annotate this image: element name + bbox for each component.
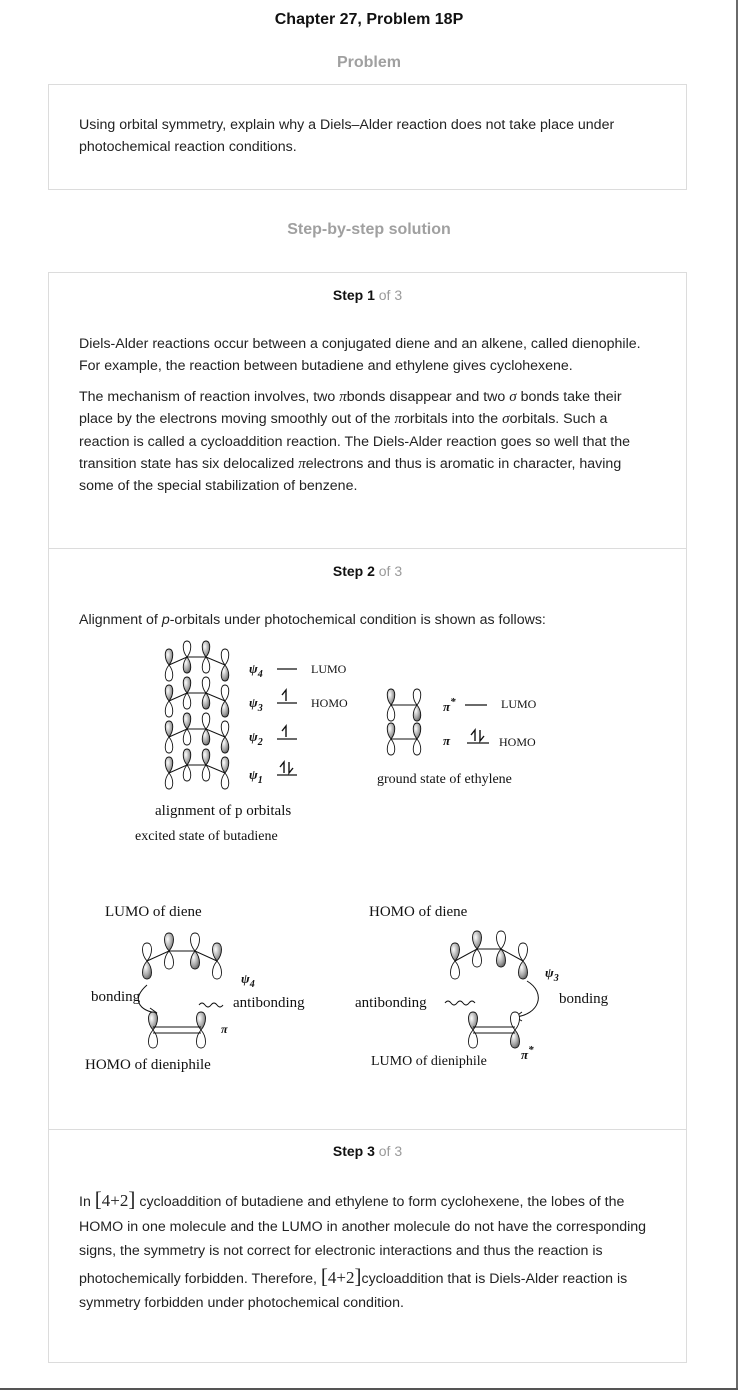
psi1-label: $\psi_1$ (249, 767, 263, 786)
step-2-intro (79, 609, 659, 631)
step-1-p2-e: orbitals. Such a reaction is called a cycloaddition reaction. The Diels-Alder reaction goes so well that the transition state has six delocalized (79, 411, 630, 473)
step-1-p2-a: The mechanism of reaction involves, two (79, 388, 336, 405)
right-pi-star-label: π* (521, 1044, 534, 1062)
ethylene-electron-arrows (471, 730, 484, 741)
step-1-label: Step 1 (332, 287, 375, 303)
ethylene-caption: ground state of ethylene (377, 772, 512, 787)
butadiene-psi2-orbitals (165, 713, 229, 753)
step-2-of: of 3 (378, 563, 403, 579)
step-2-header (49, 563, 686, 579)
butadiene-homo-label: HOMO (311, 696, 348, 710)
pi-star-label: π* (443, 696, 456, 714)
ethylene-pi-orbitals (387, 723, 421, 755)
right-bonding-label: bonding (559, 991, 609, 1007)
step-1-of: of 3 (378, 287, 403, 303)
sigma-symbol: σ (502, 411, 510, 428)
problem-text-line1: Using orbital symmetry, explain why a Diels–Alder reaction does not take place under (79, 117, 615, 133)
step-1-p2-f: electrons and thus is aromatic in character, having some of the special stabilization of benzene. (79, 456, 622, 495)
step-1-header (49, 287, 686, 303)
left-antibonding-label: antibonding (233, 995, 305, 1011)
right-antibonding-label: antibonding (355, 995, 427, 1011)
psi2-label: $\psi_2$ (249, 729, 263, 748)
step-3-math-1: 4+2 (101, 1191, 129, 1210)
pi-symbol: π (394, 411, 402, 428)
left-bonding-arrow (138, 985, 157, 1013)
right-dienophile-lumo-orbitals (469, 1012, 520, 1048)
left-psi-label: $\psi_4$ (241, 971, 255, 990)
problem-text-line2: photochemical reaction conditions. (79, 139, 297, 156)
step-1-p2-d: orbitals into the (401, 411, 499, 428)
right-psi-label: $\psi_3$ (545, 965, 559, 984)
homo-lumo-interaction-figure (49, 893, 686, 1083)
pi-symbol: π (298, 456, 306, 473)
butadiene-energy-levels (277, 669, 297, 775)
figure1-caption-excited: excited state of butadiene (135, 829, 278, 844)
step-3-math-2: 4+2 (327, 1267, 355, 1287)
step-1-paragraph-1: Diels-Alder reactions occur between a conjugated diene and an alkene, called dienophile. For example, the reaction between butadiene and ethylene gives cyclohexene. (79, 336, 641, 375)
step-1-p2-c: bonds take their place by the electrons moving smoothly out of the (79, 388, 622, 428)
left-wavy-line (199, 1003, 223, 1007)
problem-box (48, 84, 687, 190)
ethylene-homo-label: HOMO (499, 735, 536, 749)
orbital-alignment-figure (49, 633, 686, 851)
left-dienophile-homo-orbitals (149, 1012, 206, 1048)
psi4-label: $\psi_4$ (249, 661, 263, 680)
left-bottom-label: HOMO of dieniphile (85, 1057, 211, 1073)
step-divider (49, 1129, 686, 1130)
problem-heading: Problem (336, 54, 401, 71)
step-3-text-a: cycloaddition of butadiene and ethylene to form cyclohexene, the lobes of the HOMO in one molecule and the LUMO in another molecule do not have the corresponding signs, the symmetry is not correct for electronic interactions and thus the reaction is photochemically forbidden. Therefore, (79, 1194, 647, 1287)
pi-symbol: π (339, 388, 347, 405)
butadiene-psi1-orbitals (165, 749, 229, 789)
step-2-intro-b: -orbitals under photochemical condition is shown as follows: (169, 612, 546, 628)
solution-box (48, 272, 687, 1363)
left-top-label: LUMO of diene (105, 904, 202, 920)
right-bottom-label: LUMO of dieniphile (371, 1054, 487, 1069)
butadiene-psi3-orbitals (165, 677, 229, 717)
right-top-label: HOMO of diene (369, 904, 468, 920)
step-3-of: of 3 (378, 1143, 403, 1159)
step-3-in: In (79, 1194, 91, 1210)
psi3-label: $\psi_3$ (249, 695, 263, 714)
step-divider (49, 548, 686, 549)
step-3-header (49, 1143, 686, 1159)
psi-labels (249, 661, 263, 786)
butadiene-lumo-label: LUMO (311, 662, 347, 676)
page-title: Chapter 27, Problem 18P (274, 11, 464, 28)
sigma-symbol: σ (509, 388, 517, 405)
butadiene-psi4-orbitals (165, 641, 229, 681)
pi-label: π (443, 733, 451, 748)
step-2-intro-a: Alignment of (79, 612, 162, 628)
ethylene-pistar-orbitals (387, 689, 421, 721)
solution-heading: Step-by-step solution (287, 221, 451, 238)
right-wavy-line (445, 1001, 475, 1005)
step-3-text-b: cycloaddition that is Diels-Alder reaction is symmetry forbidden under photochemical condition. (79, 1270, 628, 1311)
ethylene-lumo-label: LUMO (501, 697, 537, 711)
step-3-body: In [4+2] cycloaddition of butadiene and ethylene to form cyclohexene, the lobes of the HOMO in one molecule and the LUMO in another molecule do not have the corresponding signs, the symmetry is not correct for electronic interactions and thus the reaction is photochemically forbidden. Therefore, [4+2]cycloaddition that is Diels-Alder reaction is symmetry forbidden under photochemical condition. (79, 1187, 647, 1311)
step-3-label: Step 3 (332, 1143, 375, 1159)
right-diene-homo-orbitals (451, 931, 528, 979)
step-2-label: Step 2 (332, 563, 375, 579)
figure1-caption-alignment: alignment of p orbitals (155, 803, 292, 819)
left-diene-lumo-orbitals (143, 933, 222, 979)
right-bonding-arrow (515, 981, 538, 1017)
step-1-body (79, 333, 659, 498)
step-1-p2-b: bonds disappear and two (346, 388, 506, 405)
left-pi-label: π (221, 1022, 228, 1036)
step-2-intro-p: p (161, 612, 170, 628)
step-1-paragraph-2 (79, 386, 659, 498)
left-bonding-label: bonding (91, 989, 141, 1005)
